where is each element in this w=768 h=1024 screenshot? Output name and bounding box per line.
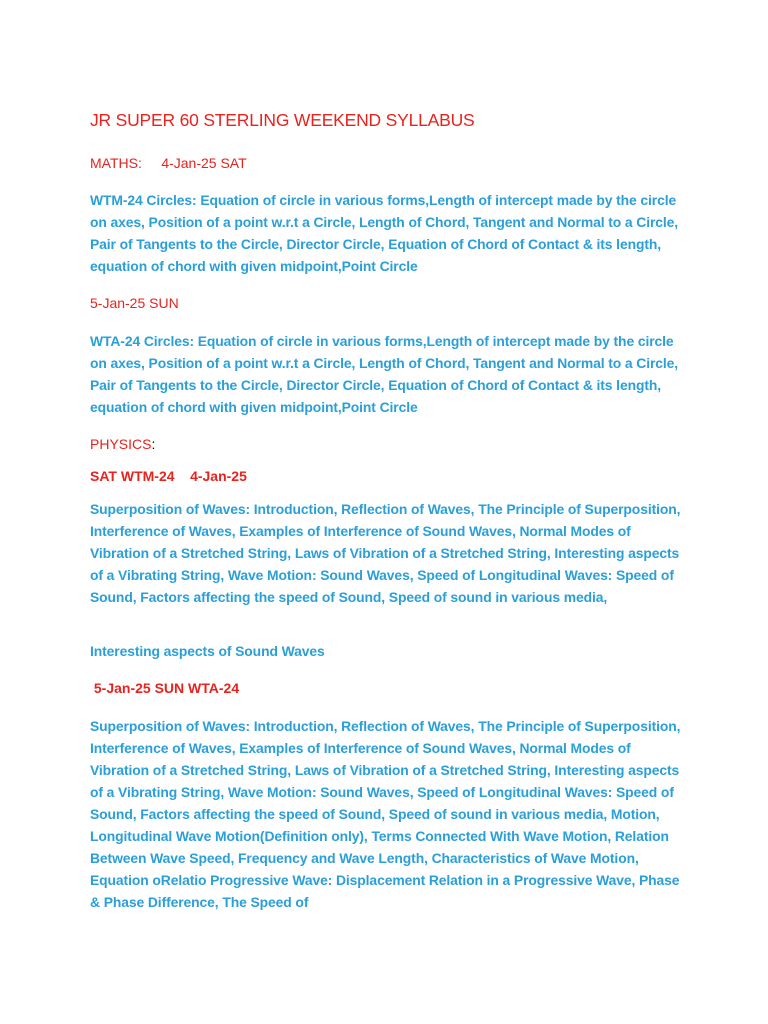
physics-heading-line [90,436,155,452]
maths-sat-date: 4-Jan-25 SAT [161,155,247,171]
physics-heading: PHYSICS [90,436,152,452]
physics-sun-syllabus: Superposition of Waves: Introduction, Reflection of Waves, The Principle of Superposition, Interference of Waves, Examples of Interference of Sound Waves, Normal Modes of Vibration of a Stretched String, Laws of Vibration of a Stretched String, Interesting aspects of a Vibrating String, Wave Motion: Sound Waves, Speed of Longitudinal Waves: Speed of Sound, Factors affecting the speed of Sound, Speed of sound in various media, Motion, Longitudinal Wave Motion(Definition only), Terms Connected With Wave Motion, Relation Between Wave Speed, Frequency and Wave Length, Characteristics of Wave Motion, Equation oRelatio Progressive Wave: Displacement Relation in a Progressive Wave, Phase & Phase Difference, The Speed of [90,718,681,910]
physics-sat-syllabus: Superposition of Waves: Introduction, Reflection of Waves, The Principle of Superposition, Interference of Waves, Examples of Interference of Sound Waves, Normal Modes of Vibration of a Stretched String, Laws of Vibration of a Stretched String, Interesting aspects of a Vibrating String, Wave Motion: Sound Waves, Speed of Longitudinal Waves: Speed of Sound, Factors affecting the speed of Sound, Speed of sound in various media, [90,501,681,605]
physics-sat-heading: SAT WTM-24 4-Jan-25 [90,468,247,484]
physics-sat-extra: Interesting aspects of Sound Waves [90,643,325,659]
maths-sun-syllabus: WTA-24 Circles: Equation of circle in various forms,Length of intercept made by the circle on axes, Position of a point w.r.t a Circle, Length of Chord, Tangent and Normal to a Circle, Pair of Tangents to the Circle, Director Circle, Equation of Chord of Contact & its length, equation of chord with given midpoint,Point Circle [90,333,679,415]
maths-heading: MATHS: [90,155,142,171]
maths-sat-syllabus: WTM-24 Circles: Equation of circle in various forms,Length of intercept made by the circle on axes, Position of a point w.r.t a Circle, Length of Chord, Tangent and Normal to a Circle, Pair of Tangents to the Circle, Director Circle, Equation of Chord of Contact & its length, equation of chord with given midpoint,Point Circle [90,192,679,274]
maths-sun-date: 5-Jan-25 SUN [90,295,179,311]
document-title: JR SUPER 60 STERLING WEEKEND SYLLABUS [90,110,475,130]
physics-colon: : [151,436,156,452]
physics-sun-heading: 5-Jan-25 SUN WTA-24 [90,680,240,696]
maths-sat-label [90,155,247,171]
